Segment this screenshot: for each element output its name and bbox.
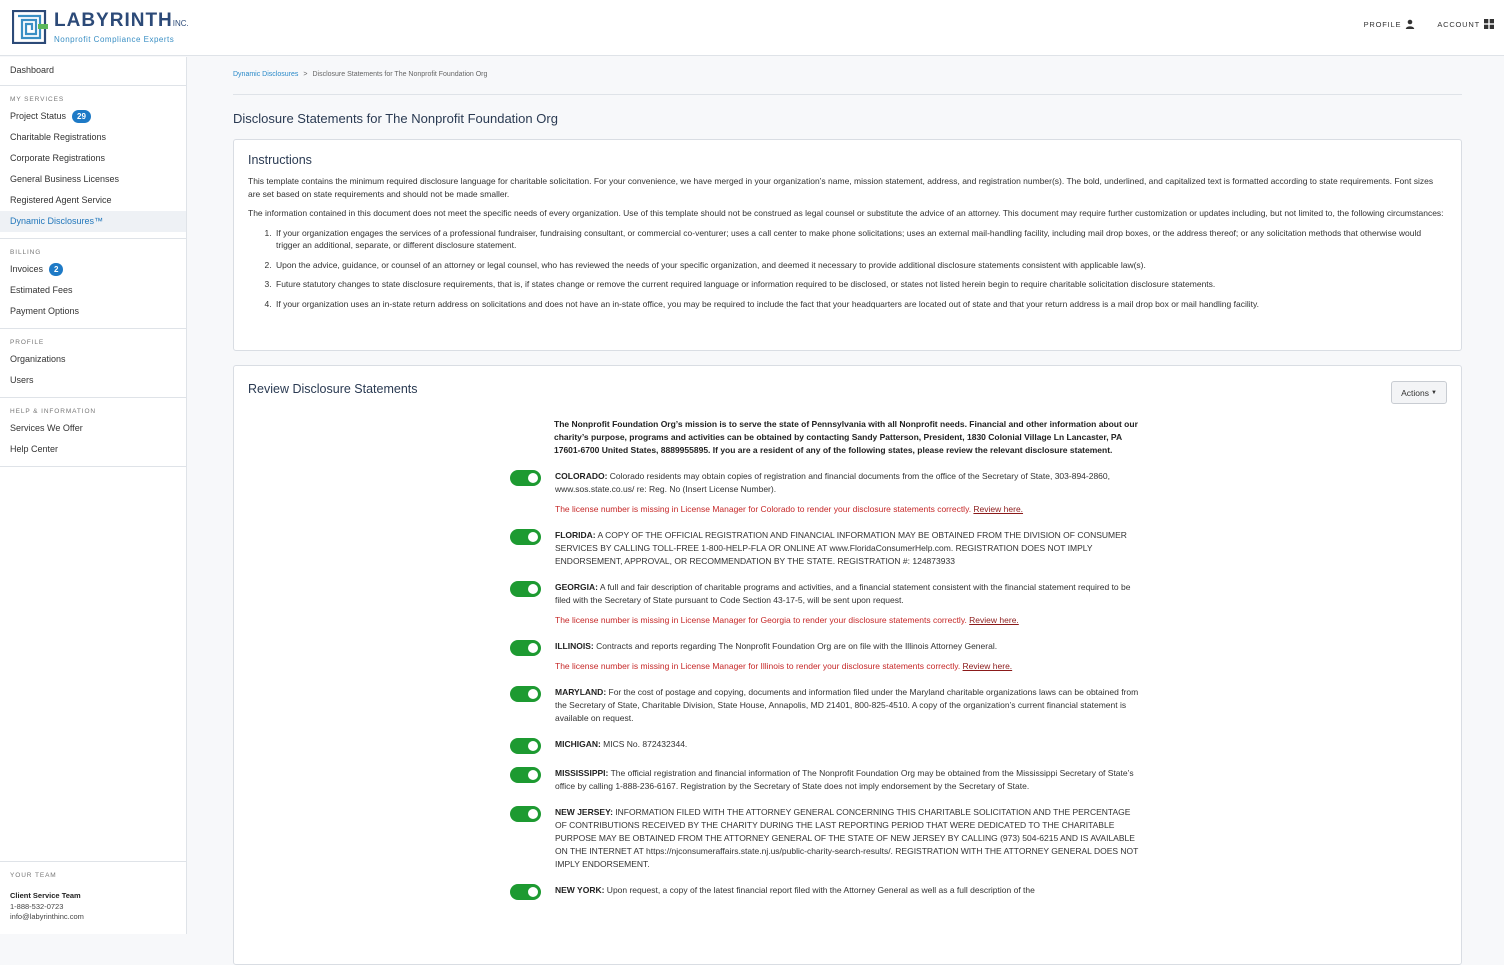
statement-body: INFORMATION FILED WITH THE ATTORNEY GENERAL CONCERNING THIS CHARITABLE SOLICITATION AND THE PERCENTAGE OF CONTRIBUTIONS RECEIVED BY THE CHARITY DURING THE LAST REPORTING PERIOD THAT WERE DEDICATED TO THE CHARITABLE PURPOSE MAY BE OBTAINED FROM THE ATTORNEY GENERAL OF THE STATE OF NEW JERSEY BY CALLING (973) 504-6215 AND IS AVAILABLE ON THE INTERNET AT https://njconsumeraffairs.state.nj.us/public-charity-search-results/. REGISTRATION WITH THE ATTORNEY GENERAL DOES NOT IMPLY ENDORSEMENT. [555, 807, 1139, 869]
statement-text [555, 738, 1140, 751]
sidebar-item-general-business-licenses[interactable]: General Business Licenses [10, 174, 120, 184]
team-email[interactable]: info@labyrinthinc.com [10, 912, 84, 921]
sidebar-heading-help: HELP & INFORMATION [10, 408, 97, 415]
statement-body: A COPY OF THE OFFICIAL REGISTRATION AND FINANCIAL INFORMATION MAY BE OBTAINED FROM THE DIVISION OF CONSUMER SERVICES BY CALLING TOLL-FREE 1-800-HELP-FLA OR ONLINE AT www.FloridaConsumerHelp.com. REGISTRATION DOES NOT IMPLY ENDORSEMENT, APPROVAL, OR RECOMMENDATION BY THE STATE. REGISTRATION #: 124873933 [555, 530, 1127, 566]
sidebar-item-project-status[interactable] [0, 106, 186, 127]
project-status-badge: 29 [72, 110, 91, 123]
instructions-paragraph: This template contains the minimum required disclosure language for charitable solicitation. For your convenience, we have merged in your organization’s name, mission statement, address, and registration number(s). The bold, underlined, and capitalized text is formatted according to state requirements. Font sizes are set based on state requirements and should not be made smaller. [248, 176, 1434, 199]
state-name: MISSISSIPPI: [555, 768, 609, 778]
state-name: NEW YORK: [555, 885, 605, 895]
statement-body: MICS No. 872432344. [600, 739, 688, 749]
georgia-warning [555, 614, 1140, 627]
illinois-warning [555, 660, 1140, 673]
main-content [233, 57, 1462, 965]
your-team-panel [0, 861, 186, 934]
sidebar-item-invoices[interactable] [0, 259, 186, 280]
page-title: Disclosure Statements for The Nonprofit Foundation Org [233, 111, 558, 126]
breadcrumb-dynamic-disclosures[interactable]: Dynamic Disclosures [233, 71, 299, 78]
sidebar-item-users[interactable]: Users [10, 375, 34, 385]
state-name: GEORGIA: [555, 582, 598, 592]
new-york-toggle[interactable] [510, 884, 541, 900]
breadcrumb [233, 57, 1462, 95]
maryland-toggle[interactable] [510, 686, 541, 702]
instructions-list-item: 2. Upon the advice, guidance, or counsel of an attorney or legal counsel, who has reviewed the needs of your specific organization, and deemed it necessary to provide additional disclosure statements consistent with applicable law(s). [274, 259, 1447, 272]
statement-florida [540, 529, 1140, 568]
instructions-card [233, 139, 1462, 351]
invoices-badge: 2 [49, 263, 63, 276]
sidebar-item-label: Project Status [10, 111, 67, 121]
statement-text [555, 640, 1140, 653]
statement-body: Contracts and reports regarding The Nonprofit Foundation Org are on file with the Illinois Attorney General. [593, 641, 998, 651]
warning-text: The license number is missing in License Manager for Colorado to render your disclosure statements correctly. [555, 504, 974, 514]
florida-toggle[interactable] [510, 529, 541, 545]
new-jersey-toggle[interactable] [510, 806, 541, 822]
georgia-toggle[interactable] [510, 581, 541, 597]
statements-list [540, 418, 1140, 900]
instructions-list-item: 4. If your organization uses an in-state return address on solicitations and does not have an in-state office, you may be required to include the fact that your headquarters are located out of state and that your return address is a mail drop box or mail handling facility. [274, 298, 1447, 311]
team-heading: YOUR TEAM [10, 872, 57, 879]
grid-icon [1484, 19, 1494, 29]
sidebar-item-charitable-registrations[interactable]: Charitable Registrations [10, 132, 107, 142]
sidebar-item-estimated-fees[interactable]: Estimated Fees [10, 285, 73, 295]
actions-label: Actions [1401, 387, 1429, 398]
statement-new-york [540, 884, 1140, 900]
actions-dropdown-button[interactable] [1391, 381, 1447, 404]
state-name: MARYLAND: [555, 687, 607, 697]
illinois-toggle[interactable] [510, 640, 541, 656]
sidebar-item-label: Invoices [10, 264, 44, 274]
instructions-list [274, 227, 1447, 311]
state-name: NEW JERSEY: [555, 807, 613, 817]
statement-body: For the cost of postage and copying, documents and information filed under the Maryland charitable organizations laws can be obtained from the Secretary of State, Charitable Division, State House, Annapolis, MD 21401, 800-825-4510. A copy of the organization’s current financial statement is available on request. [555, 687, 1139, 723]
georgia-review-link[interactable]: Review here. [969, 615, 1019, 625]
state-name: MICHIGAN: [555, 739, 601, 749]
instructions-title: Instructions [248, 153, 312, 167]
statement-body: The official registration and financial information of The Nonprofit Foundation Org may be obtained from the Mississippi Secretary of State’s office by calling 1-888-236-6167. Registration by the Secretary of State does not imply endorsement by the Secretary of State. [555, 768, 1134, 791]
sidebar-item-organizations[interactable]: Organizations [10, 354, 66, 364]
sidebar [0, 57, 187, 934]
colorado-review-link[interactable]: Review here. [973, 504, 1024, 514]
breadcrumb-current: Disclosure Statements for The Nonprofit Foundation Org [312, 71, 488, 78]
colorado-warning [555, 503, 1140, 516]
instructions-list-item: 3. Future statutory changes to state disclosure requirements, that is, if states change or remove the current required language or information required to be disclosed, or states not listed herein begin to require charitable solicitation disclosure statements. [274, 278, 1447, 291]
sidebar-item-payment-options[interactable]: Payment Options [10, 306, 80, 316]
account-menu[interactable] [1437, 19, 1494, 29]
team-name: Client Service Team [10, 891, 81, 900]
caret-down-icon: ▼ [1430, 389, 1437, 396]
mississippi-toggle[interactable] [510, 767, 541, 783]
profile-menu[interactable] [1364, 19, 1416, 29]
team-phone[interactable]: 1-888-532-0723 [10, 901, 64, 911]
state-name: COLORADO: [555, 471, 608, 481]
statement-colorado [540, 470, 1140, 516]
statement-illinois [540, 640, 1140, 673]
brand-name: LABYRINTHINC. [54, 9, 189, 31]
state-name: ILLINOIS: [555, 641, 594, 651]
statement-text [555, 884, 1140, 897]
colorado-toggle[interactable] [510, 470, 541, 486]
sidebar-heading-profile: PROFILE [10, 339, 45, 346]
review-title: Review Disclosure Statements [248, 382, 418, 396]
warning-text: The license number is missing in License Manager for Illinois to render your disclosure statements correctly. [555, 661, 963, 671]
statement-michigan [540, 738, 1140, 754]
statement-text [555, 470, 1140, 496]
illinois-review-link[interactable]: Review here. [962, 661, 1013, 671]
statement-body: A full and fair description of charitable programs and activities, and a financial statement consistent with the financial statement required to be filed with the Secretary of State pursuant to Code Section 43-17-5, will be sent upon request. [555, 582, 1131, 605]
statement-text [555, 529, 1140, 568]
statement-body: Colorado residents may obtain copies of registration and financial documents from the office of the Secretary of State, 303-894-2860, www.sos.state.co.us/ re: Reg. No (Insert License Number). [555, 471, 1110, 494]
statement-georgia [540, 581, 1140, 627]
sidebar-heading-billing: BILLING [10, 249, 42, 256]
account-label: ACCOUNT [1437, 19, 1480, 29]
sidebar-item-corporate-registrations[interactable]: Corporate Registrations [10, 153, 106, 163]
statement-maryland [540, 686, 1140, 725]
brand-logo[interactable] [12, 10, 189, 44]
breadcrumb-separator: > [303, 71, 308, 78]
statement-new-jersey [540, 806, 1140, 871]
statement-text [555, 767, 1140, 793]
sidebar-item-help-center[interactable]: Help Center [10, 444, 59, 454]
sidebar-heading-my-services: MY SERVICES [10, 96, 65, 103]
top-bar [0, 0, 1504, 56]
user-icon [1405, 19, 1415, 29]
instructions-list-item: 1. If your organization engages the services of a professional fundraiser, fundraising consultant, or commercial co-venturer; uses a call center to make phone solicitations; uses an external mail-handling facility, including mail drop boxes, or the address thereof; or any solicitation methods that otherwise would trigger an additional, separate, or different disclosure statement. [274, 227, 1447, 252]
statement-body: Upon request, a copy of the latest financial report filed with the Attorney General as well as a full description of the [604, 885, 1035, 895]
statement-text [555, 581, 1140, 607]
statement-text [555, 686, 1140, 725]
mission-statement: The Nonprofit Foundation Org’s mission is to serve the state of Pennsylvania with all Nonprofit needs. Financial and other information about our charity’s purpose, programs and activities can be obtained by contacting Sandy Patterson, President, 1830 Colonial Village Ln Lancaster, PA 17601-6700 United States, 8889955895. If you are a resident of any of the following states, please review the relevant disclosure statement. [554, 419, 1138, 455]
instructions-paragraph: The information contained in this document does not meet the specific needs of every organization. Use of this template should not be construed as legal counsel or substitute the advice of an attorney. This document may require further customization or updates including, but not limited to, the following circumstances: [248, 208, 1444, 218]
sidebar-item-dynamic-disclosures[interactable]: Dynamic Disclosures™ [0, 211, 186, 232]
statement-mississippi [540, 767, 1140, 793]
labyrinth-logo-icon [12, 10, 48, 44]
sidebar-item-services-we-offer[interactable]: Services We Offer [10, 423, 83, 433]
sidebar-item-registered-agent-service[interactable]: Registered Agent Service [10, 195, 112, 205]
sidebar-item-dashboard[interactable]: Dashboard [10, 65, 55, 75]
michigan-toggle[interactable] [510, 738, 541, 754]
statement-text [555, 806, 1140, 871]
state-name: FLORIDA: [555, 530, 596, 540]
brand-tagline: Nonprofit Compliance Experts [54, 34, 175, 44]
profile-label: PROFILE [1363, 19, 1402, 29]
warning-text: The license number is missing in License Manager for Georgia to render your disclosure statements correctly. [555, 615, 970, 625]
review-card [233, 365, 1462, 965]
